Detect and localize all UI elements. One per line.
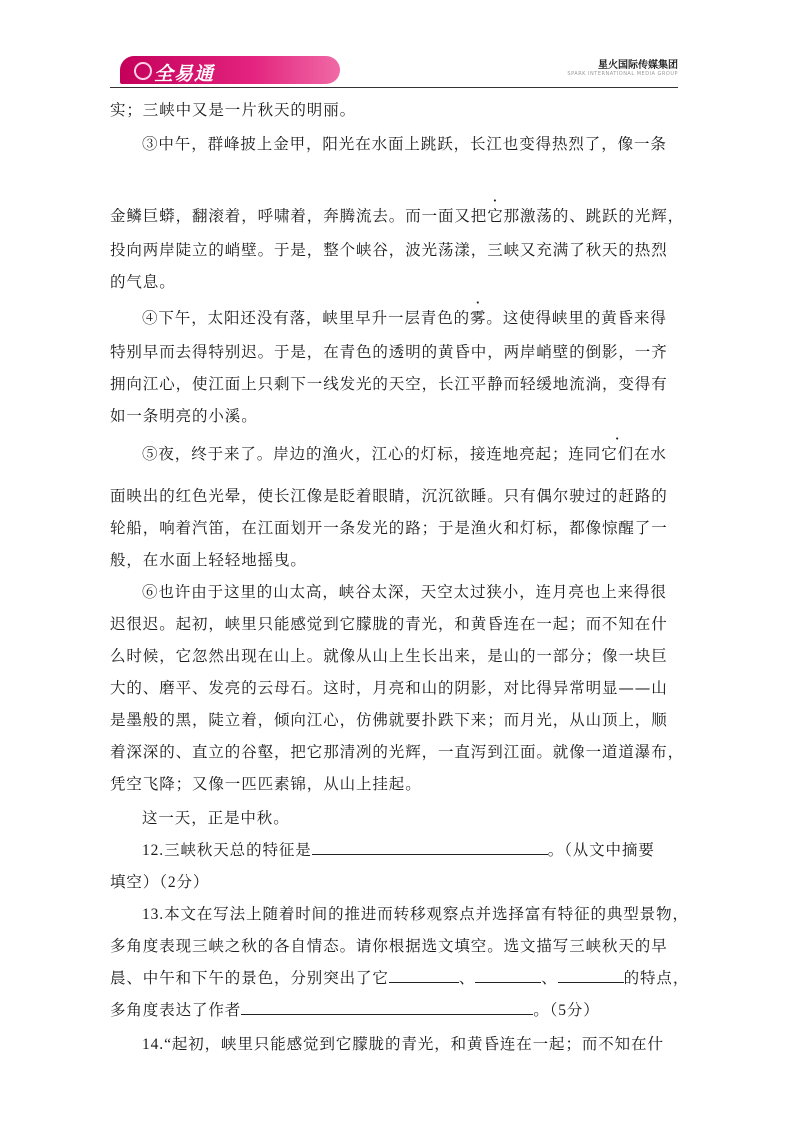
brand-logo xyxy=(120,56,340,84)
paragraph-7-line: 这一天，正是中秋。 xyxy=(142,809,290,827)
paragraph-6-line: 凭空飞降；又像一匹匹素锦，从山上挂起。 xyxy=(110,775,422,793)
paragraph-5-line: 面映出的红色光晕，使长江像是眨着眼睛，沉沉欲睡。只有偶尔驶过的赶路的 xyxy=(110,487,668,505)
answer-blank[interactable] xyxy=(475,968,541,983)
paragraph-5-line: 般，在水面上轻轻地摇曳。 xyxy=(110,551,307,569)
question-13-line: 多角度表达了作者 。（5分） xyxy=(110,1002,600,1019)
emphasis-mark: 它 xyxy=(487,207,504,225)
question-13: 13.本文在写法上随着时间的推进而转移观察点并选择富有特征的典型景物， xyxy=(142,906,689,923)
paragraph-5-line: ⑤夜，终于来了。岸边的渔火，江心的灯标，接连地亮起；连同它们在水 xyxy=(142,445,667,463)
logo-text: 全易通 xyxy=(154,63,215,85)
publisher-subtitle: SPARK INTERNATIONAL MEDIA GROUP xyxy=(567,71,678,77)
emphasis-mark: 它们 xyxy=(601,445,635,463)
paragraph-3-line: ③中午，群峰披上金甲，阳光在水面上跳跃，长江也变得热烈了，像一条 xyxy=(142,135,667,153)
question-12: 12.三峡秋天总的特征是 。（从文中摘要 xyxy=(142,842,655,859)
paragraph-5-line: 轮船，响着汽笛，在江面划开一条发光的路；于是渔火和灯标，都像惊醒了一 xyxy=(110,519,668,537)
paragraph-3-line: 金鳞巨蟒，翻滚着，呼啸着，奔腾流去。而一面又把它那激荡的、跳跃的光辉， xyxy=(110,207,685,225)
paragraph-4-line: 特别早而去得特别迟。于是，在青色的透明的黄昏中，两岸峭壁的倒影，一齐 xyxy=(110,343,668,361)
logo-circle-icon xyxy=(134,62,152,80)
text-line: 实；三峡中又是一片秋天的明丽。 xyxy=(110,101,357,119)
paragraph-6-line: ⑥也许由于这里的山太高，峡谷太深，天空太过狭小，连月亮也上来得很 xyxy=(142,583,667,601)
paragraph-3-line: 投向两岸陡立的峭壁。于是，整个峡谷，波光荡漾，三峡又充满了秋天的热烈 xyxy=(110,241,668,259)
paragraph-6-line: 着深深的、直立的谷壑，把它那清冽的光辉，一直泻到江面。就像一道道瀑布， xyxy=(110,743,685,761)
paragraph-6-line: 迟很迟。起初，峡里只能感觉到它朦胧的青光，和黄昏连在一起；而不知在什 xyxy=(110,615,668,633)
answer-blank[interactable] xyxy=(389,968,459,983)
paragraph-3-line: 的气息。 xyxy=(110,273,176,291)
paragraph-4-line: 拥向江心，使江面上只剩下一线发光的天空，长江平静而轻缓地流淌，变得有 xyxy=(110,375,668,393)
answer-blank[interactable] xyxy=(558,968,624,983)
question-13-line: 晨、中午和下午的景色，分别突出了它 、 、 的特点， xyxy=(110,970,690,987)
question-13-line: 多角度表现三峡之秋的各自情态。请你根据选文填空。选文描写三峡秋天的早 xyxy=(110,938,668,955)
emphasis-mark: 雾 xyxy=(470,309,487,327)
publisher-brand xyxy=(567,56,678,77)
header-divider xyxy=(110,87,678,88)
page-header xyxy=(110,54,678,86)
paragraph-6-line: 大的、磨平、发亮的云母石。这时，月亮和山的阴影，对比得异常明显——山 xyxy=(110,679,668,697)
question-14: 14.“起初，峡里只能感觉到它朦胧的青光，和黄昏连在一起；而不知在什 xyxy=(142,1036,664,1053)
paragraph-6-line: 是墨般的黑，陡立着，倾向江心，仿佛就要扑跌下来；而月光，从山顶上，顺 xyxy=(110,711,668,729)
answer-blank[interactable] xyxy=(312,840,548,855)
paragraph-4-line: ④下午，太阳还没有落，峡里早升一层青色的雾。这使得峡里的黄昏来得 xyxy=(142,309,667,327)
paragraph-4-line: 如一条明亮的小溪。 xyxy=(110,407,258,425)
answer-blank[interactable] xyxy=(241,1000,533,1015)
paragraph-6-line: 么时候，它忽然出现在山上。就像从山上生长出来，是山的一部分；像一块巨 xyxy=(110,647,668,665)
publisher-name: 星火国际传媒集团 xyxy=(598,60,678,71)
question-12-line: 填空）（2分） xyxy=(110,874,210,891)
